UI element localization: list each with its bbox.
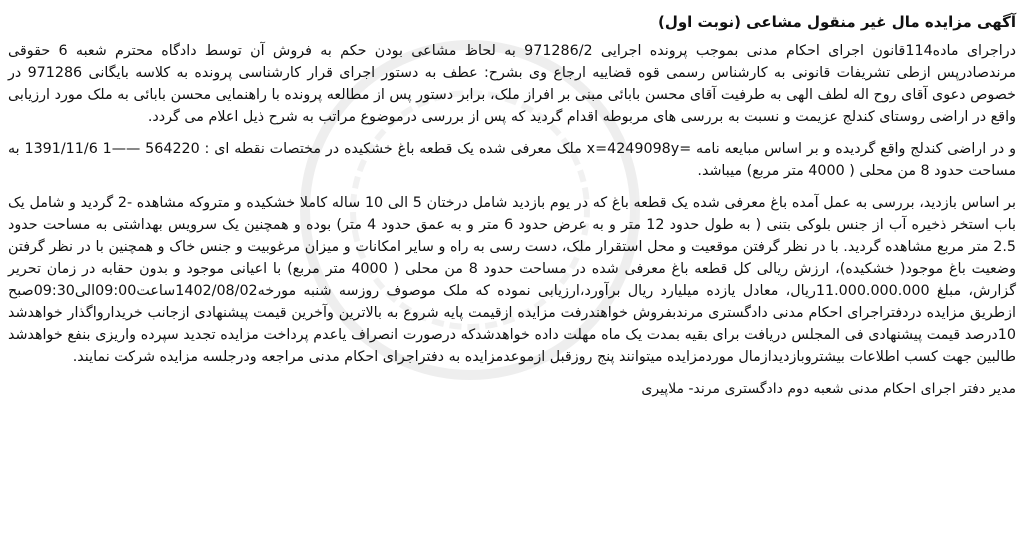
paragraph-assessment: بر اساس بازدید، بررسی به عمل آمده باغ معرفی شده یک قطعه باغ که در یوم بازدید شامل درختان 5 الی 10 ساله کاملا خشکیده و متروکه مشاهده -2 گردید و شامل یک باب استخر ذخیره آب از جنس بلوکی بتنی ( به طول حدود 12 متر و به عرض حدود 6 متر و به عمق حدود 4 متر) بوده و همچنین یک سرویس بهداشتی به مساحت حدود 2.5 متر مربع مشاهده گردید. با در نظر گرفتن موقعیت و محل استقرار ملک، دست رسی به راه و سایر امکانات و میزان مرغوبیت و جنس خاک و همچنین با در نظر گرفتن وضعیت باغ موجود( خشکیده)، ارزش ریالی کل قطعه باغ معرفی شده در مساحت حدود 8 من محلی ( 4000 متر مربع) با اعیانی موجود و بدون حقابه در زمان تحریر گزارش، مبلغ 11.000.000.000ریال، معادل یازده میلیارد ریال برآورد،ارزیابی نموده که ملک موصوف روزسه شنبه مورخه1402/08/02ساعت09:00الی09:30صبح ازطریق مزایده دردفتراجرای احکام مدنی دادگستری مرندبفروش خواهندرفت مزایده ازقیمت پایه شروع به بالاترین وآخرین قیمت پیشنهادی ازجانب خریدارواگذار خواهدشد 10درصد قیمت پیشنهادی فی المجلس دریافت برای بقیه بمدت یک ماه مهلت داده خواهدشدکه درصورت انصراف یاعدم پرداخت مزایده تجدید سپرده واریزی بنفع خواهدشد طالبین جهت کسب اطلاعات بیشتروبازدیدازمال موردمزایده میتوانند پنج روزقبل ازموعدمزایده به دفتراجرای احکام مدنی مراجعه ودرجلسه مزایده شرکت نمایند. <box>8 195 1017 365</box>
notice-signature: مدیر دفتر اجرای احکام مدنی شعبه دوم دادگستری مرند- ملاپیری <box>641 381 1016 397</box>
paragraph-intro: دراجرای ماده114قانون اجرای احکام مدنی بموجب پرونده اجرایی 971286/2 به لحاظ مشاعی بودن حکم به فروش آن توسط دادگاه محترم شعبه 6 حقوقی مرندصادرپس ازطی تشریفات قانونی به کارشناس رسمی قوه قضاییه ارجاع وی بشرح: عطف به دستور اجرای قرار کارشناسی پرونده به کلاسه بایگانی 971286 در خصوص دعوی آقای روح اله لطف الهی به طرفیت آقای محسن بابائی مبنی بر افراز ملک، برابر دستور پس از مطالعه پرونده با راهنمایی محسن بابائی به ملک مورد ارزیابی واقع در اراضی روستای کندلج عزیمت و نسبت به بررسی های مربوطه اقدام گردید که پس از بررسی درموضوع مراتب به شرح ذیل اعلام می گردد. <box>8 43 1016 125</box>
paragraph-location: و در اراضی کندلج واقع گردیده و بر اساس مبایعه نامه =x=4249098y ملک معرفی شده یک قطعه باغ خشکیده در مختصات نقطه ای : 564220 ——1 1391/11/6 به مساحت حدود 8 من محلی ( 4000 متر مربع) میباشد. <box>8 141 1016 179</box>
notice-title: آگهی مزایده مال غیر منقول مشاعی (نوبت اول) <box>657 13 1016 31</box>
